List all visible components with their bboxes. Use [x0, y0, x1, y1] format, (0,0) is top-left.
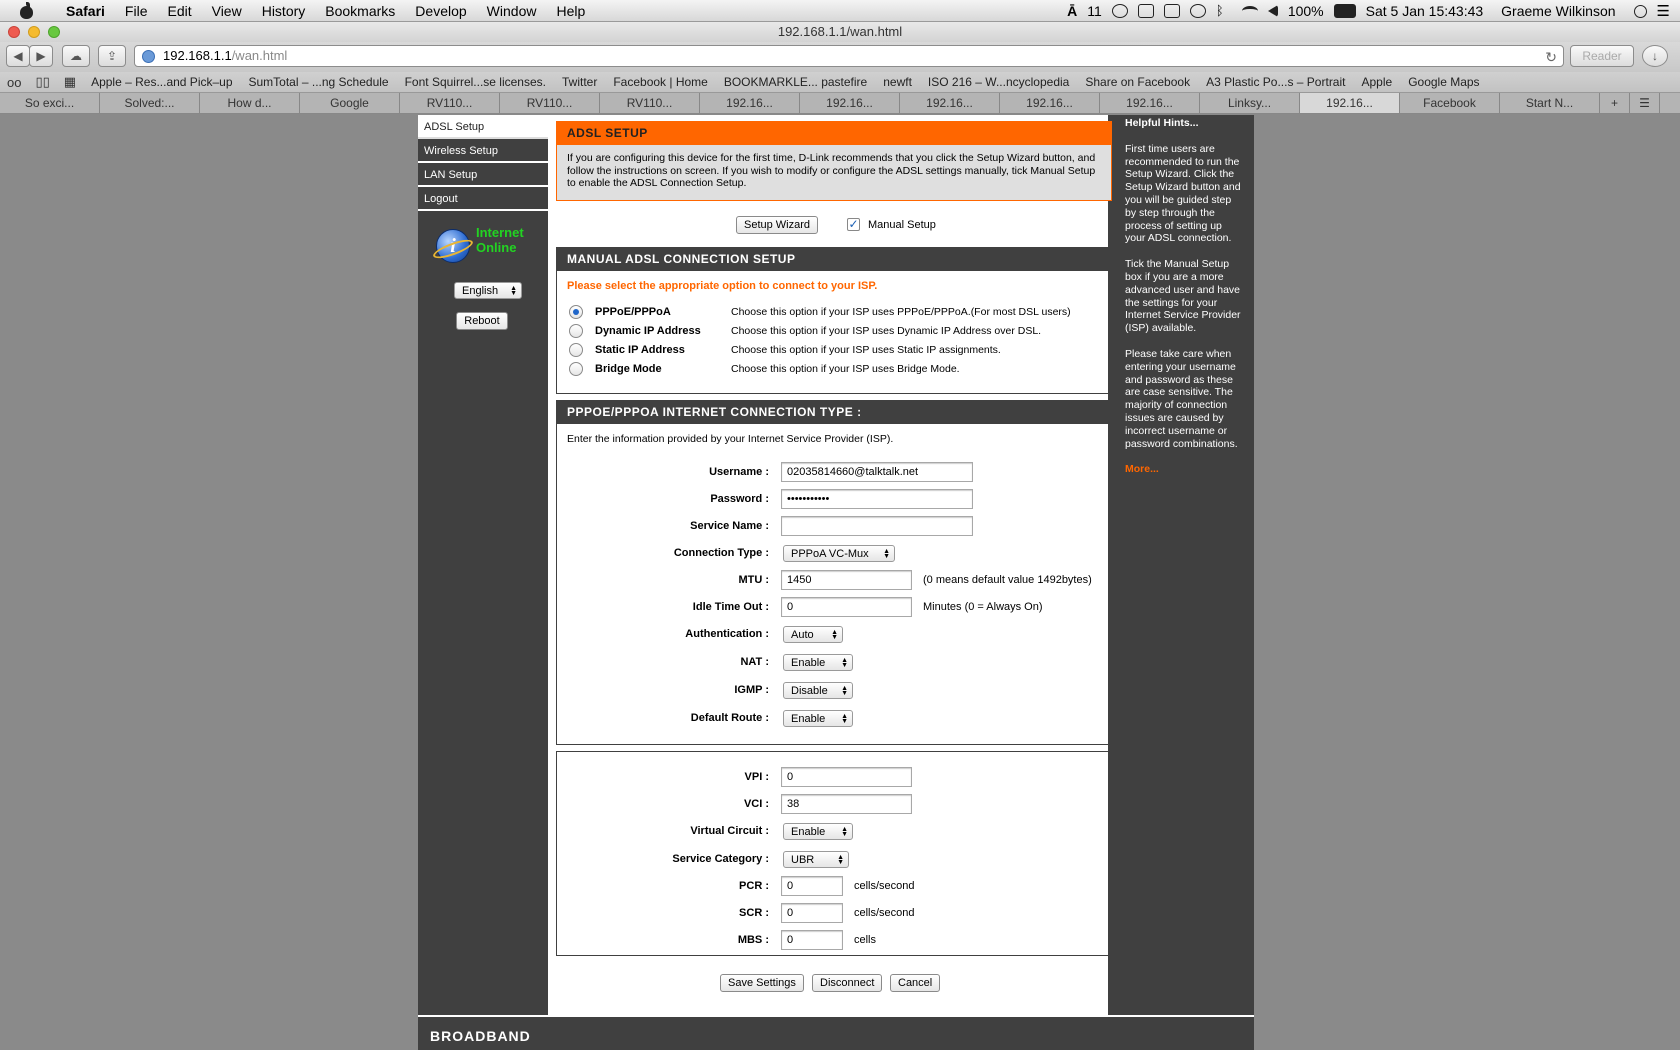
- vpi-field[interactable]: 0: [781, 767, 912, 787]
- nat-row: [557, 652, 1113, 674]
- browser-tab[interactable]: Start N...: [1500, 93, 1600, 113]
- globe-icon: [142, 50, 155, 63]
- reading-list-icon[interactable]: oo: [7, 74, 22, 90]
- page-footer: [418, 1015, 1254, 1050]
- adsl-setup-intro: If you are configuring this device for the first time, D-Link recommends that you click the Setup Wizard button, and follow the instructions on screen. If you wish to modify or configure the ADSL settings manually, tick Manual Setup to enable the ADSL Connection Setup.: [567, 152, 1096, 189]
- hint-paragraph-1: First time users are recommended to run the Setup Wizard. Click the Setup Wizard button and you will be guided step by step through the process of setting up your ADSL connection.: [1125, 142, 1241, 245]
- internet-status: [432, 225, 542, 265]
- vci-row: [557, 794, 1113, 816]
- zoom-window-icon[interactable]: [48, 26, 60, 38]
- notification-center-icon[interactable]: ☰: [1656, 3, 1670, 20]
- internet-globe-icon: i: [436, 229, 470, 263]
- default-route-select[interactable]: [783, 710, 853, 727]
- adobe-count: 11: [1087, 3, 1102, 19]
- time-machine-icon[interactable]: [1190, 4, 1206, 18]
- pppoe-lead: Enter the information provided by your Internet Service Provider (ISP).: [567, 433, 894, 445]
- option-dynamic-ip[interactable]: [569, 323, 1099, 341]
- language-value: English: [462, 284, 499, 297]
- vci-field[interactable]: 38: [781, 794, 912, 814]
- mtu-note: (0 means default value 1492bytes): [923, 574, 1092, 586]
- bookmark-item[interactable]: SumTotal – ...ng Schedule: [248, 75, 389, 89]
- pcr-unit: cells/second: [854, 880, 915, 892]
- browser-tab[interactable]: 192.16...: [1100, 93, 1200, 113]
- browser-tab[interactable]: Facebook: [1400, 93, 1500, 113]
- window-title: 192.168.1.1/wan.html: [777, 24, 903, 39]
- igmp-label: IGMP :: [734, 684, 769, 696]
- select-arrows-icon: ▲ ▼: [841, 656, 848, 669]
- igmp-row: [557, 680, 1113, 702]
- manual-setup-label: Manual Setup: [868, 219, 936, 231]
- select-arrows-icon: ▲ ▼: [841, 712, 848, 725]
- select-arrows-icon: ▲ ▼: [883, 547, 890, 560]
- reboot-button[interactable]: Reboot: [456, 312, 508, 330]
- hints-title: Helpful Hints...: [1125, 117, 1199, 129]
- pcr-field[interactable]: 0: [781, 876, 843, 896]
- icloud-tabs-button[interactable]: ☁: [62, 45, 90, 67]
- disconnect-button[interactable]: Disconnect: [812, 974, 882, 992]
- browser-toolbar: [0, 42, 1680, 72]
- nav-adsl-setup[interactable]: ADSL Setup: [418, 115, 548, 139]
- downloads-button[interactable]: ↓: [1642, 45, 1668, 67]
- default-route-row: [557, 708, 1113, 730]
- bookmark-item[interactable]: Share on Facebook: [1085, 75, 1191, 89]
- menubar-status: [1067, 0, 1670, 22]
- brand-logo: BROADBAND: [430, 1028, 531, 1044]
- reader-button[interactable]: Reader: [1570, 45, 1634, 67]
- pppoe-panel: [556, 400, 1112, 745]
- radio-bridge-mode[interactable]: [569, 362, 583, 376]
- bookmarks-book-icon[interactable]: ▯▯: [35, 74, 50, 89]
- connection-type-select[interactable]: [783, 545, 895, 562]
- option-static-ip[interactable]: [569, 342, 1099, 360]
- isp-prompt: Please select the appropriate option to connect to your ISP.: [567, 280, 878, 292]
- menu-help[interactable]: Help: [556, 2, 586, 19]
- dropbox-icon[interactable]: [1112, 4, 1128, 18]
- browser-tab[interactable]: Linksy...: [1200, 93, 1300, 113]
- service-name-label: Service Name :: [690, 520, 769, 532]
- select-arrows-icon: ▲ ▼: [510, 284, 517, 297]
- mbs-label: MBS :: [737, 934, 769, 946]
- minimize-window-icon[interactable]: [28, 26, 40, 38]
- username-row: [557, 462, 1113, 484]
- authentication-select[interactable]: [783, 626, 843, 643]
- password-label: Password :: [710, 493, 769, 505]
- mtu-field[interactable]: 1450: [781, 570, 912, 590]
- browser-tab[interactable]: RV110...: [400, 93, 500, 113]
- option-name: Bridge Mode: [595, 363, 662, 375]
- bookmark-item[interactable]: A3 Plastic Po...s – Portrait: [1206, 75, 1346, 89]
- status-line-2: Online: [476, 240, 517, 255]
- pcr-row: [557, 876, 1113, 898]
- browser-tab[interactable]: 192.16...: [700, 93, 800, 113]
- service-category-label: Service Category :: [672, 853, 769, 865]
- wizard-row: [556, 216, 1112, 236]
- option-bridge-mode[interactable]: [569, 361, 1099, 379]
- browser-tab-active[interactable]: 192.16...: [1300, 93, 1400, 113]
- bookmark-item[interactable]: Apple – Res...and Pick–up: [91, 75, 233, 89]
- menu-develop[interactable]: Develop: [415, 2, 467, 19]
- connection-type-label: Connection Type :: [673, 547, 769, 559]
- manual-connection-title: MANUAL ADSL CONNECTION SETUP: [557, 248, 1111, 271]
- share-button[interactable]: ⇪: [98, 45, 126, 67]
- action-buttons: [556, 974, 1112, 994]
- mtu-label: MTU :: [738, 574, 769, 586]
- atm-settings-panel: [556, 751, 1112, 956]
- nat-value: Enable: [791, 656, 826, 669]
- select-arrows-icon: ▲ ▼: [837, 853, 844, 866]
- authentication-row: [557, 624, 1113, 646]
- tab-bar: [0, 92, 1680, 114]
- bookmark-item[interactable]: BOOKMARKLE... pastefire: [723, 75, 868, 89]
- user-menu[interactable]: Graeme Wilkinson: [1501, 3, 1616, 19]
- bookmark-item[interactable]: Font Squirrel...se licenses.: [404, 75, 546, 89]
- authentication-value: Auto: [791, 628, 814, 641]
- menu-view[interactable]: View: [211, 2, 242, 19]
- password-row: [557, 489, 1113, 511]
- option-desc: Choose this option if your ISP uses Static IP assignments.: [731, 344, 1001, 356]
- bookmark-item[interactable]: newft: [883, 75, 912, 89]
- select-arrows-icon: ▲ ▼: [831, 628, 838, 641]
- wifi-icon[interactable]: [1242, 6, 1258, 16]
- save-settings-button[interactable]: Save Settings: [720, 974, 804, 992]
- adsl-setup-title: ADSL SETUP: [557, 122, 1111, 145]
- pppoe-title: PPPOE/PPPOA INTERNET CONNECTION TYPE :: [557, 401, 1111, 424]
- select-arrows-icon: ▲ ▼: [841, 825, 848, 838]
- connection-type-row: [557, 543, 1113, 565]
- bookmarks-bar: [0, 72, 1680, 92]
- new-tab-icon[interactable]: +: [1600, 93, 1630, 113]
- nat-select[interactable]: [783, 654, 853, 671]
- nav-logout[interactable]: Logout: [418, 187, 548, 211]
- option-name: Dynamic IP Address: [595, 325, 701, 337]
- address-host: 192.168.1.1: [163, 48, 232, 63]
- browser-tab[interactable]: Solved:...: [100, 93, 200, 113]
- browser-tab[interactable]: 192.16...: [800, 93, 900, 113]
- top-sites-icon[interactable]: ▦: [63, 74, 77, 89]
- main-content: [548, 115, 1108, 1015]
- option-name: PPPoE/PPPoA: [595, 306, 671, 318]
- menu-window[interactable]: Window: [486, 2, 537, 19]
- mbs-unit: cells: [854, 934, 877, 946]
- menubar: [0, 0, 1680, 22]
- status-line-1: Internet: [476, 225, 524, 240]
- mbs-row: [557, 930, 1113, 952]
- vpi-row: [557, 767, 1113, 789]
- idle-timeout-note: Minutes (0 = Always On): [923, 601, 1043, 613]
- hints-more-link[interactable]: More...: [1125, 463, 1159, 476]
- radio-pppoe[interactable]: [569, 305, 583, 319]
- menu-app[interactable]: Safari: [66, 2, 105, 19]
- cancel-button[interactable]: Cancel: [890, 974, 940, 992]
- drive-icon[interactable]: [1138, 4, 1154, 18]
- nav-wireless-setup[interactable]: Wireless Setup: [418, 139, 548, 163]
- vpi-label: VPI :: [744, 771, 769, 783]
- service-category-select[interactable]: [783, 851, 849, 868]
- adsl-setup-panel: [556, 121, 1112, 201]
- scr-unit: cells/second: [854, 907, 915, 919]
- bookmark-item[interactable]: Twitter: [562, 75, 598, 89]
- password-field[interactable]: •••••••••••: [781, 489, 973, 509]
- select-arrows-icon: ▲ ▼: [841, 684, 848, 697]
- service-category-row: [557, 849, 1113, 871]
- scr-field[interactable]: 0: [781, 903, 843, 923]
- idle-timeout-label: Idle Time Out :: [692, 601, 769, 613]
- language-select[interactable]: [454, 282, 522, 299]
- radio-static-ip[interactable]: [569, 343, 583, 357]
- virtual-circuit-label: Virtual Circuit :: [690, 825, 769, 837]
- default-route-value: Enable: [791, 712, 826, 725]
- scr-label: SCR :: [739, 907, 769, 919]
- option-desc: Choose this option if your ISP uses Dynamic IP Address over DSL.: [731, 325, 1042, 337]
- service-category-value: UBR: [791, 853, 815, 866]
- apple-icon[interactable]: [18, 2, 36, 20]
- browser-tab[interactable]: RV110...: [500, 93, 600, 113]
- browser-tab[interactable]: Google: [300, 93, 400, 113]
- browser-tab[interactable]: 192.16...: [900, 93, 1000, 113]
- tab-overview-icon[interactable]: ☰: [1630, 93, 1660, 113]
- reload-icon[interactable]: ↻: [1545, 49, 1557, 65]
- left-nav: [418, 115, 548, 1015]
- address-path: /wan.html: [231, 48, 288, 63]
- nav-lan-setup[interactable]: LAN Setup: [418, 163, 548, 187]
- close-window-icon[interactable]: [8, 26, 20, 38]
- spotlight-icon[interactable]: [1634, 5, 1647, 18]
- username-label: Username :: [709, 466, 769, 478]
- browser-tab[interactable]: RV110...: [600, 93, 700, 113]
- scr-row: [557, 903, 1113, 925]
- manual-connection-panel: [556, 247, 1112, 394]
- radio-dynamic-ip[interactable]: [569, 324, 583, 338]
- authentication-label: Authentication :: [685, 628, 769, 640]
- internet-status-text: [476, 225, 524, 255]
- address-bar[interactable]: [134, 45, 1564, 67]
- hint-paragraph-2: Tick the Manual Setup box if you are a more advanced user and have the settings for your Internet Service Provider (ISP) available.: [1125, 258, 1241, 335]
- service-name-field[interactable]: [781, 516, 973, 536]
- window-titlebar: [0, 22, 1680, 42]
- setup-wizard-button[interactable]: Setup Wizard: [736, 216, 818, 234]
- bookmark-item[interactable]: Google Maps: [1408, 75, 1480, 89]
- option-pppoe[interactable]: [569, 304, 1099, 322]
- igmp-value: Disable: [791, 684, 828, 697]
- bluetooth-icon[interactable]: ᛒ: [1215, 3, 1224, 18]
- menu-edit[interactable]: Edit: [167, 2, 192, 19]
- idle-timeout-field[interactable]: 0: [781, 597, 912, 617]
- idle-timeout-row: [557, 597, 1113, 619]
- vci-label: VCI :: [743, 798, 769, 810]
- connection-type-value: PPPoA VC-Mux: [791, 547, 869, 560]
- virtual-circuit-value: Enable: [791, 825, 826, 838]
- menu-file[interactable]: File: [124, 2, 148, 19]
- nat-label: NAT :: [740, 656, 769, 668]
- battery-icon[interactable]: [1334, 4, 1356, 18]
- menu-bookmarks[interactable]: Bookmarks: [325, 2, 396, 19]
- mtu-row: [557, 570, 1113, 592]
- helpful-hints-panel: [1120, 115, 1246, 1015]
- battery-monitor-icon[interactable]: [1164, 4, 1180, 18]
- volume-icon[interactable]: [1268, 5, 1278, 17]
- browser-tab[interactable]: How d...: [200, 93, 300, 113]
- option-name: Static IP Address: [595, 344, 685, 356]
- bookmark-item[interactable]: ISO 216 – W...ncyclopedia: [927, 75, 1070, 89]
- menu-history[interactable]: History: [261, 2, 306, 19]
- pcr-label: PCR :: [739, 880, 769, 892]
- service-name-row: [557, 516, 1113, 538]
- option-desc: Choose this option if your ISP uses Bridge Mode.: [731, 363, 960, 375]
- adobe-icon[interactable]: Ā: [1067, 3, 1078, 19]
- virtual-circuit-select[interactable]: [783, 823, 853, 840]
- mbs-field[interactable]: 0: [781, 930, 843, 950]
- router-page: [418, 115, 1254, 1050]
- clock[interactable]: Sat 5 Jan 15:43:43: [1365, 3, 1484, 19]
- forward-button[interactable]: ▶: [29, 45, 53, 67]
- back-button[interactable]: ◀: [6, 45, 30, 67]
- virtual-circuit-row: [557, 821, 1113, 843]
- browser-tab[interactable]: So exci...: [0, 93, 100, 113]
- battery-percent[interactable]: 100%: [1287, 3, 1324, 19]
- default-route-label: Default Route :: [690, 712, 769, 724]
- manual-setup-checkbox[interactable]: ✓: [848, 217, 859, 231]
- hint-paragraph-3: Please take care when entering your username and password as these are case sensitive. The majority of connection issues are caused by incorrect username or password combinations.: [1125, 347, 1238, 450]
- bookmark-item[interactable]: Facebook | Home: [613, 75, 708, 89]
- username-field[interactable]: 02035814660@talktalk.net: [781, 462, 973, 482]
- igmp-select[interactable]: [783, 682, 853, 699]
- bookmark-item[interactable]: Apple: [1361, 75, 1393, 89]
- option-desc: Choose this option if your ISP uses PPPoE/PPPoA.(For most DSL users): [731, 306, 1071, 318]
- browser-tab[interactable]: 192.16...: [1000, 93, 1100, 113]
